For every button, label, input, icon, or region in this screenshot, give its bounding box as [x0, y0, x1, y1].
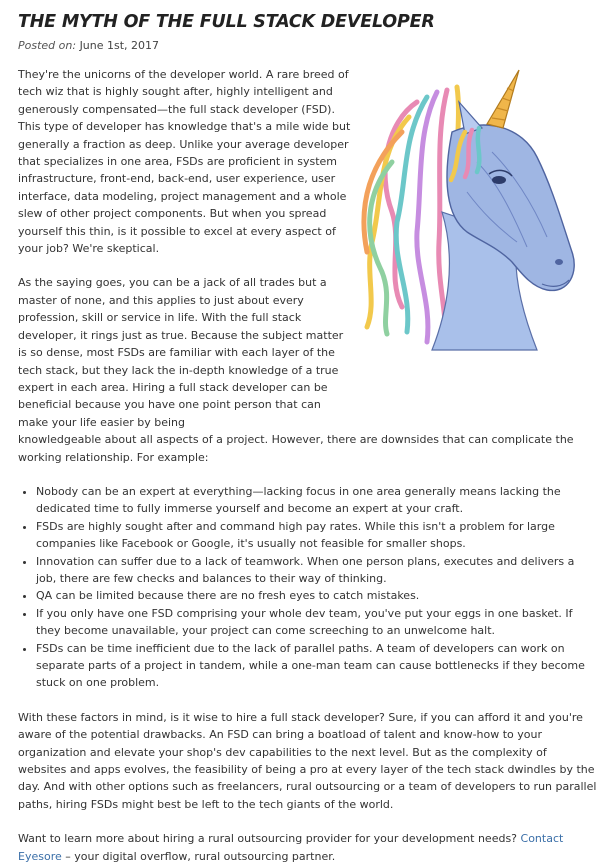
downsides-paragraph: knowledgeable about all aspects of a project. However, there are downsides that can complicate the working relationship. For example:	[18, 433, 574, 464]
downsides-list	[18, 483, 598, 692]
cta-paragraph	[18, 830, 598, 865]
contact-eyesore-link[interactable]: Contact Eyesore	[18, 832, 564, 863]
posted-date-value: June 1st, 2017	[79, 39, 160, 52]
posted-label: Posted on:	[18, 39, 77, 52]
intro-paragraph: They're the unicorns of the developer world. A rare breed of tech wiz that is highly sought after, highly intelligent and generously compensated—the full stack developer (FSD). This type of developer has knowledge that's a mile wide but generally a fraction as deep. Unlike your average developer that specializes in one area, FSDs are proficient in system infrastructure, front-end, back-end, user experience, user interface, data modeling, project management and a whole slew of other project components. But when you spread yourself this thin, is it possible to excel at every aspect of your job? We're skeptical.	[18, 68, 351, 256]
cta-text-end: – your digital overflow, rural outsourcing partner.	[61, 849, 336, 863]
list-item: • FSDs can be time inefficient due to the lack of parallel paths. A team of developers can work on separate parts of a project in tandem, while a one-man team can cause bottlenecks if they become stuck on one problem.	[36, 640, 598, 692]
unicorn-icon	[347, 62, 593, 352]
list-item: • Nobody can be an expert at everything—lacking focus in one area generally means lacking the dedicated time to fully immerse yourself and become an expert at your craft.	[36, 483, 598, 518]
posted-date	[18, 39, 159, 52]
jack-of-all-trades-paragraph: As the saying goes, you can be a jack of all trades but a master of none, and this applies to just about every profession, skill or service in life. With the full stack developer, it rings just as true. Because the subject matter is so dense, most FSDs are familiar with each layer of the tech stack, but they lack the in-depth knowledge of a true expert in each area. Hiring a full stack developer can be beneficial because you have one point person that can make your life easier by being	[18, 276, 344, 429]
list-item: • Innovation can suffer due to a lack of teamwork. When one person plans, executes and delivers a job, there are few checks and balances to their way of thinking.	[36, 553, 598, 588]
cta-text: Want to learn more about hiring a rural outsourcing provider for your development needs?	[18, 832, 521, 846]
list-item: • If you only have one FSD comprising your whole dev team, you've put your eggs in one basket. If they become unavailable, your project can come screeching to an unwelcome halt.	[36, 605, 598, 640]
conclusion-paragraph: With these factors in mind, is it wise to hire a full stack developer? Sure, if you can afford it and you're aware of the potential drawbacks. An FSD can bring a boatload of talent and know-how to your organization and elevate your shop's dev capabilities to the next level. But as the complexity of websites and apps evolves, the feasibility of being a pro at every layer of the tech stack dwindles by the day. And with other options such as freelancers, rural outsourcing or a team of developers to run parallel paths, hiring FSDs might best be left to the tech giants of the world.	[18, 710, 597, 811]
article-title: THE MYTH OF THE FULL STACK DEVELOPER	[18, 12, 435, 32]
list-item: • FSDs are highly sought after and command high pay rates. While this isn't a problem for large companies like Facebook or Google, it's usually not feasible for smaller shops.	[36, 518, 598, 553]
list-item: • QA can be limited because there are no fresh eyes to catch mistakes.	[36, 587, 598, 604]
